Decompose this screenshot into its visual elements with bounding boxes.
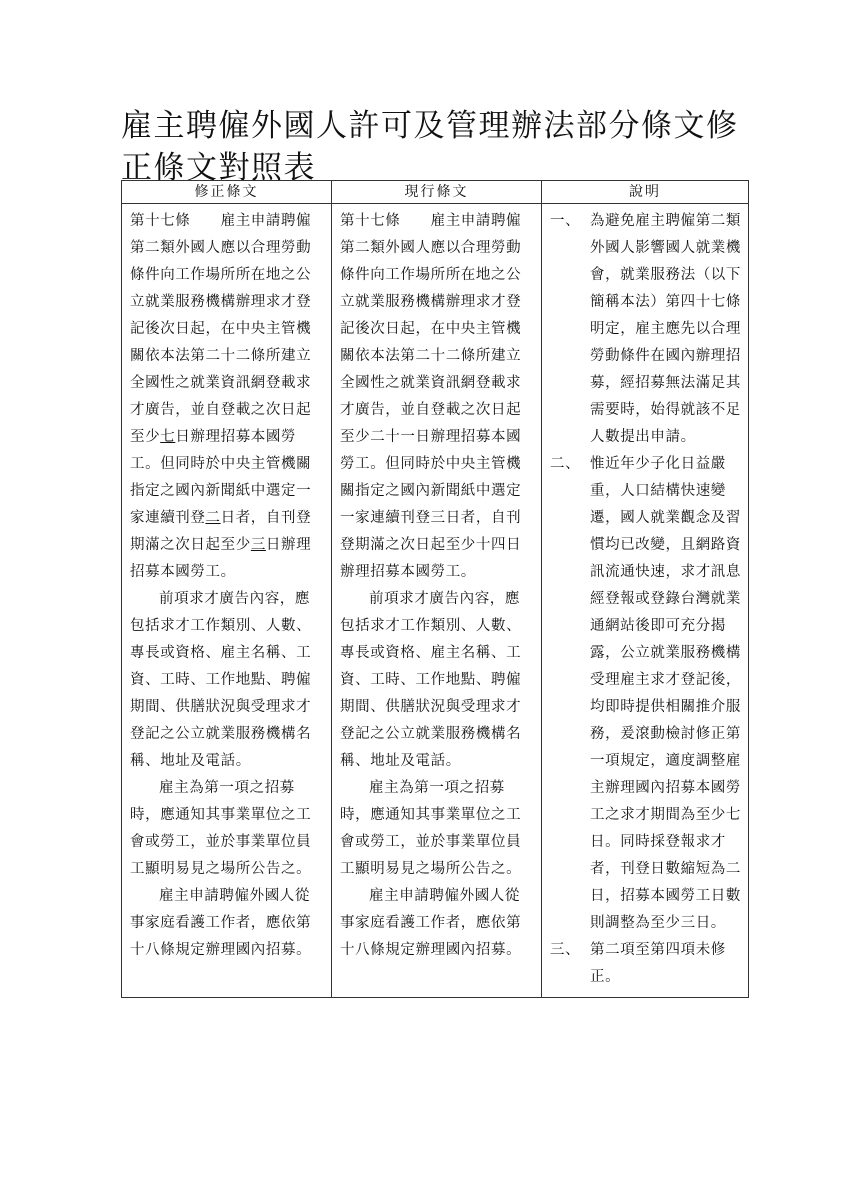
revised-paragraph-1: 第十七條 雇主申請聘僱第二類外國人應以合理勞動條件向工作場所所在地之公立就業服務機構辦理求才登記後次日起，在中央主管機關依本法第二十二條所建立全國性之就業資訊網登載求才廣告，並自登載之次日起至少七日辦理招募本國勞工。但同時於中央主管機關指定之國內新聞紙中選定一家連續刊登二日者，自刊登期滿之次日起至少三日辦理招募本國勞工。 xyxy=(130,213,312,580)
explanation-item-number: 二、 xyxy=(550,456,581,472)
header-explanation: 說明 xyxy=(542,181,749,204)
current-paragraph-3: 雇主為第一項之招募時，應通知其事業單位之工會或勞工，並於事業單位員工顯明易見之場所公告之。 xyxy=(340,780,522,877)
current-cell xyxy=(332,204,542,998)
explanation-item-text: 惟近年少子化日益嚴重，人口結構快速變遷，國人就業觀念及習慣均已改變，且網路資訊流通快速，求才訊息經登報或登錄台灣就業通網站後即可充分揭露，公立就業服務機構受理雇主求才登記後，均即時提供相關推介服務，爰滾動檢討修正第一項規定，適度調整雇主辦理國內招募本國勞工之求才期間為至少七日。同時採登報求才者，刊登日數縮短為二日，招募本國勞工日數則調整為至少三日。 xyxy=(590,456,741,931)
revised-article-number: 第十七條 xyxy=(130,213,191,229)
current-paragraph-2: 前項求才廣告內容，應包括求才工作類別、人數、專長或資格、雇主名稱、工資、工時、工作地點、聘僱期間、供膳狀況與受理求才登記之公立就業服務機構名稱、地址及電話。 xyxy=(340,591,522,769)
explanation-item-number: 三、 xyxy=(550,942,581,958)
current-article-number: 第十七條 xyxy=(340,213,401,229)
explanation-item-text: 為避免雇主聘僱第二類外國人影響國人就業機會，就業服務法（以下簡稱本法）第四十七條明定，雇主應先以合理勞動條件在國內辦理招募，經招募無法滿足其需要時，始得就該不足人數提出申請。 xyxy=(590,213,741,445)
explanation-item xyxy=(550,937,742,991)
revised-underline-days-2: 二 xyxy=(205,510,221,526)
revised-underline-days-1: 七 xyxy=(160,429,176,445)
explanation-item-number: 一、 xyxy=(550,213,581,229)
header-revised: 修正條文 xyxy=(122,181,332,204)
revised-cell xyxy=(122,204,332,998)
current-paragraph-1: 第十七條 雇主申請聘僱第二類外國人應以合理勞動條件向工作場所所在地之公立就業服務機構辦理求才登記後次日起，在中央主管機關依本法第二十二條所建立全國性之就業資訊網登載求才廣告，並自登載之次日起至少二十一日辦理招募本國勞工。但同時於中央主管機關指定之國內新聞紙中選定一家連續刊登三日者，自刊登期滿之次日起至少十四日辦理招募本國勞工。 xyxy=(340,213,522,580)
current-paragraph-4: 雇主申請聘僱外國人從事家庭看護工作者，應依第十八條規定辦理國內招募。 xyxy=(340,888,522,958)
revised-underline-days-3: 三 xyxy=(250,537,266,553)
header-current: 現行條文 xyxy=(332,181,542,204)
comparison-table xyxy=(121,180,749,998)
revised-paragraph-2: 前項求才廣告內容，應包括求才工作類別、人數、專長或資格、雇主名稱、工資、工時、工作地點、聘僱期間、供膳狀況與受理求才登記之公立就業服務機構名稱、地址及電話。 xyxy=(130,591,312,769)
explanation-item xyxy=(550,208,742,451)
revised-paragraph-3: 雇主為第一項之招募時，應通知其事業單位之工會或勞工，並於事業單位員工顯明易見之場所公告之。 xyxy=(130,780,312,877)
explanation-item-text: 第二項至第四項未修正。 xyxy=(590,942,726,985)
revised-paragraph-4: 雇主申請聘僱外國人從事家庭看護工作者，應依第十八條規定辦理國內招募。 xyxy=(130,888,312,958)
explanation-cell xyxy=(542,204,749,998)
document-title: 雇主聘僱外國人許可及管理辦法部分條文修正條文對照表 xyxy=(121,108,739,186)
explanation-item xyxy=(550,451,742,937)
